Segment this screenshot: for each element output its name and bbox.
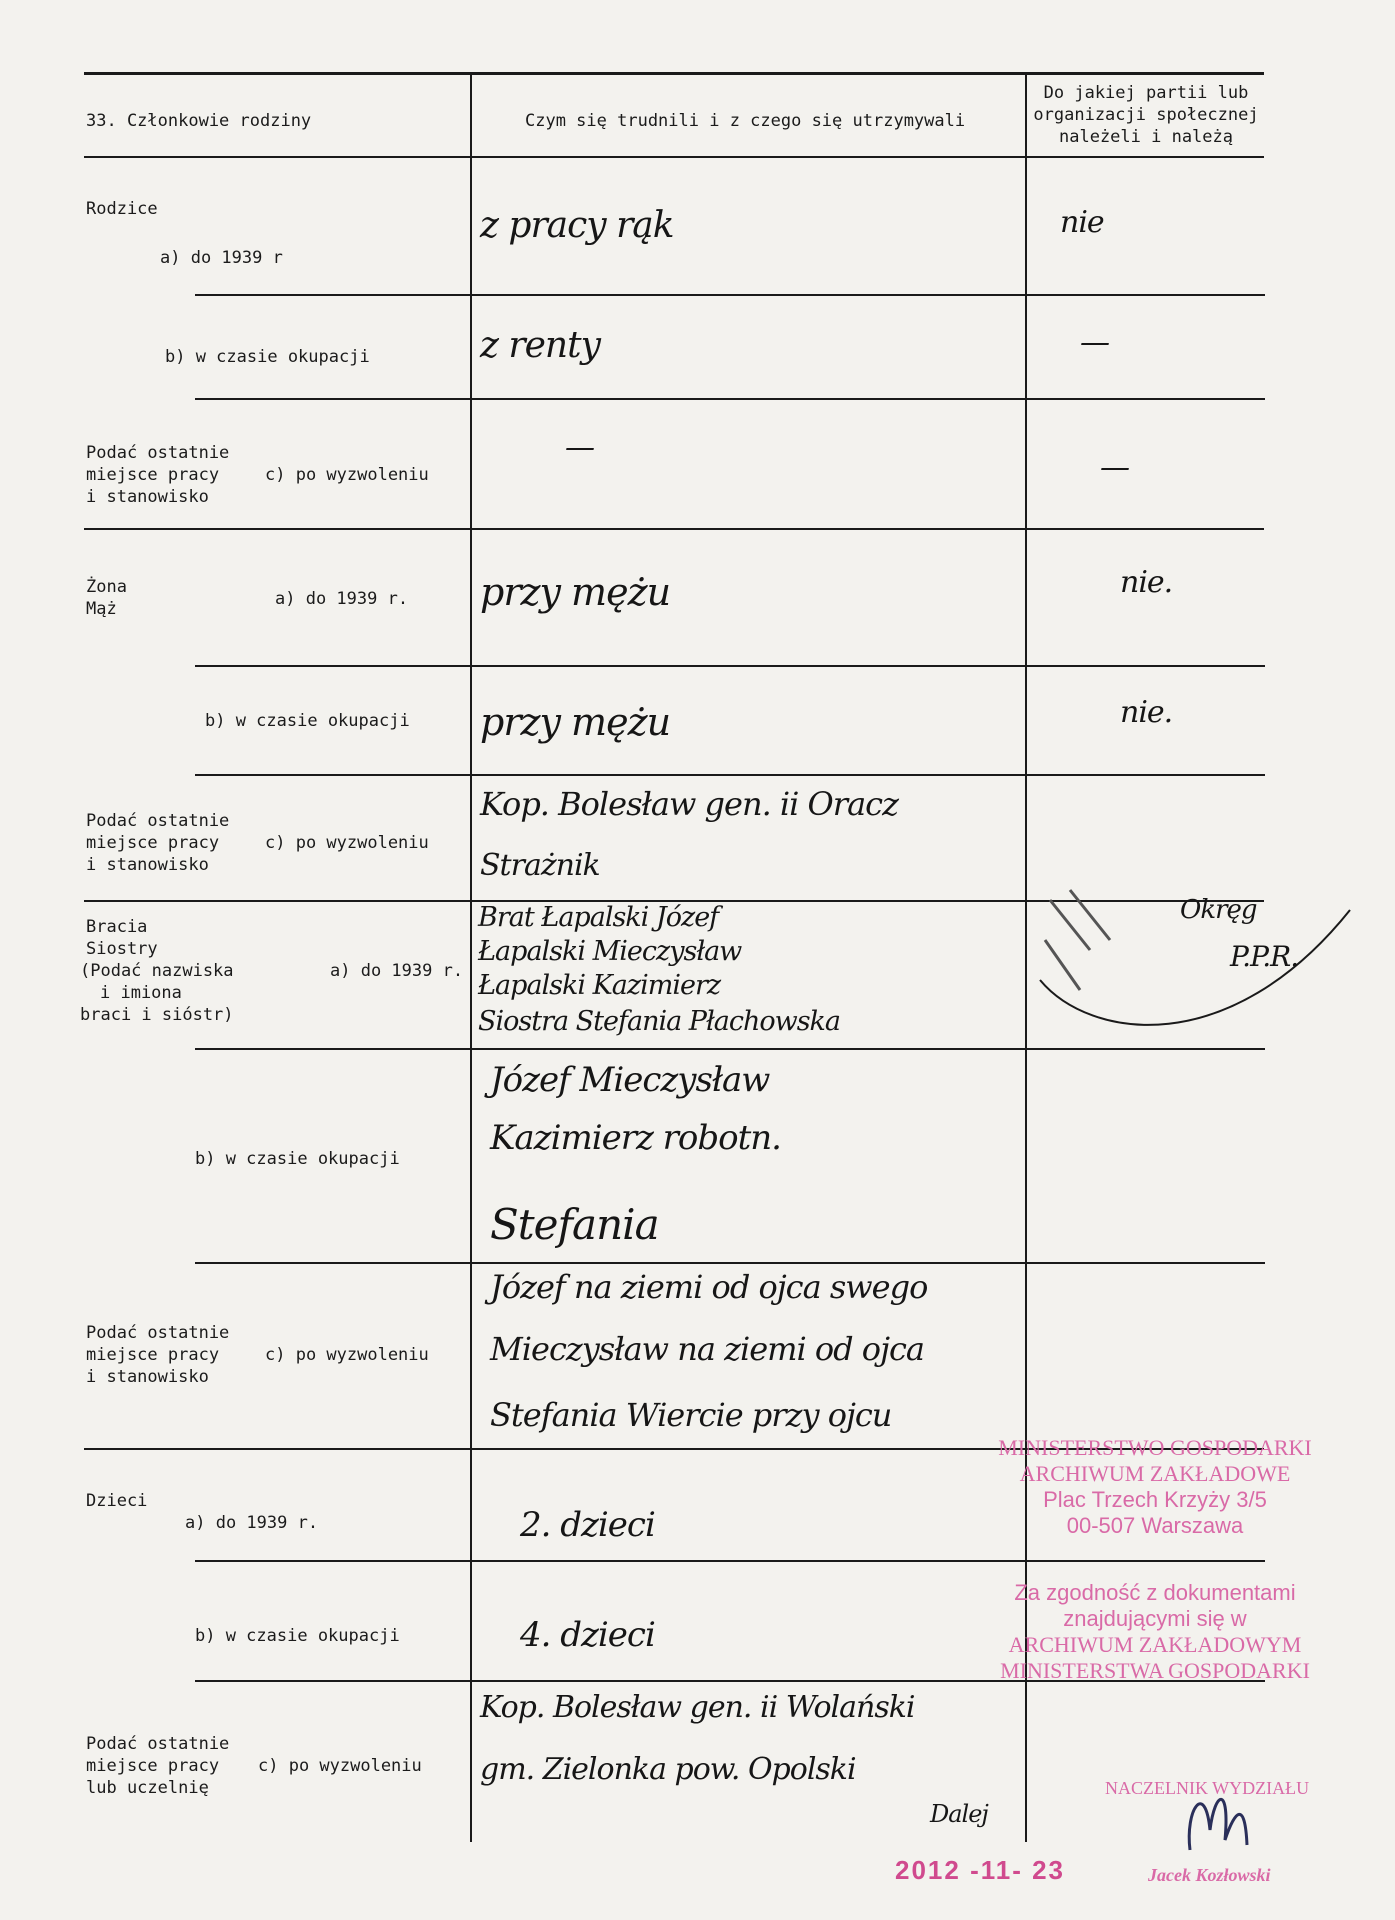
label-zona-a: a) do 1939 r. bbox=[275, 589, 409, 609]
handwriting-dzieci-c-1: Kop. Bolesław gen. ii Wolański bbox=[480, 1690, 915, 1725]
handwriting-zona-b-party: nie. bbox=[1120, 695, 1173, 730]
label-zona-c: c) po wyzwoleniu bbox=[265, 833, 429, 853]
header-divider bbox=[84, 156, 1264, 158]
conformity-stamp bbox=[950, 1580, 1360, 1684]
handwriting-bracia-b-1: Józef Mieczysław bbox=[490, 1060, 770, 1100]
handwriting-rodzice-a-party: nie bbox=[1060, 205, 1104, 240]
row-divider bbox=[195, 398, 1265, 400]
archive-stamp-line: 00-507 Warszawa bbox=[1066, 1513, 1244, 1538]
date-stamp: 2012 -11- 23 bbox=[895, 1855, 1066, 1885]
label-maz: Mąż bbox=[86, 599, 117, 619]
label-i-imiona: i imiona bbox=[100, 983, 182, 1003]
label-bracia-c-2: miejsce pracy bbox=[86, 1345, 220, 1365]
column-divider-1 bbox=[470, 72, 472, 1842]
label-dzieci-c-3: lub uczelnię bbox=[86, 1778, 209, 1798]
handwriting-bracia-a-4: Siostra Stefania Płachowska bbox=[478, 1006, 841, 1037]
section-title: 33. Członkowie rodziny bbox=[86, 111, 312, 131]
handwriting-zona-b: przy mężu bbox=[480, 700, 671, 744]
handwriting-bracia-c-3: Stefania Wiercie przy ojcu bbox=[490, 1396, 892, 1434]
label-rodzice-c: c) po wyzwoleniu bbox=[265, 465, 429, 485]
label-bracia: Bracia bbox=[86, 917, 148, 937]
column-header-party-line: należeli i należą bbox=[1059, 127, 1233, 147]
label-braci-siostr: braci i sióstr) bbox=[80, 1005, 234, 1025]
label-siostry: Siostry bbox=[86, 939, 158, 959]
label-bracia-c: c) po wyzwoleniu bbox=[265, 1345, 429, 1365]
handwriting-zona-c-2: Strażnik bbox=[480, 848, 600, 883]
label-dzieci: Dzieci bbox=[86, 1491, 148, 1511]
row-divider bbox=[195, 294, 1265, 296]
label-dzieci-a: a) do 1939 r. bbox=[185, 1513, 319, 1533]
handwriting-rodzice-c: — bbox=[565, 430, 594, 465]
handwriting-bracia-b-3: Stefania bbox=[490, 1200, 659, 1249]
archive-stamp bbox=[950, 1435, 1360, 1539]
archive-stamp-line: MINISTERSTWO GOSPODARKI bbox=[998, 1435, 1312, 1460]
label-rodzice-b: b) w czasie okupacji bbox=[165, 347, 370, 367]
handwriting-bracia-a-party-2: P.P.R. bbox=[1230, 940, 1299, 973]
conformity-stamp-line: Za zgodność z dokumentami bbox=[1014, 1580, 1296, 1605]
row-divider bbox=[195, 665, 1265, 667]
handwriting-rodzice-b: z renty bbox=[480, 325, 600, 366]
label-bracia-a: a) do 1939 r. bbox=[330, 961, 464, 981]
handwriting-zona-c-1: Kop. Bolesław gen. ii Oracz bbox=[480, 785, 898, 823]
label-zona-c-1: Podać ostatnie bbox=[86, 811, 230, 831]
handwriting-bracia-a-3: Łapalski Kazimierz bbox=[478, 970, 721, 1001]
handwriting-dzieci-c-2: gm. Zielonka pow. Opolski bbox=[480, 1752, 856, 1787]
signature bbox=[1175, 1770, 1255, 1860]
label-bracia-c-1: Podać ostatnie bbox=[86, 1323, 230, 1343]
handwriting-rodzice-b-party: — bbox=[1080, 325, 1109, 360]
label-rodzice-c-2: miejsce pracy bbox=[86, 465, 220, 485]
handwriting-dzieci-a: 2. dzieci bbox=[520, 1505, 655, 1545]
row-divider bbox=[195, 1262, 1265, 1264]
name-stamp: Jacek Kozłowski bbox=[1148, 1865, 1271, 1885]
column-header-occupation: Czym się trudnili i z czego się utrzymywali bbox=[525, 111, 966, 131]
conformity-stamp-line: ARCHIWUM ZAKŁADOWYM bbox=[1008, 1632, 1302, 1657]
label-dzieci-c: c) po wyzwoleniu bbox=[258, 1756, 422, 1776]
archive-stamp-line: Plac Trzech Krzyży 3/5 bbox=[1043, 1487, 1267, 1512]
handwriting-bracia-c-1: Józef na ziemi od ojca swego bbox=[490, 1268, 928, 1306]
row-divider bbox=[84, 528, 1264, 530]
column-header-party-line: organizacji społecznej bbox=[1033, 105, 1259, 125]
handwriting-bracia-a-2: Łapalski Mieczysław bbox=[478, 936, 742, 967]
handwriting-bracia-a-1: Brat Łapalski Józef bbox=[478, 902, 719, 933]
archive-stamp-line: ARCHIWUM ZAKŁADOWE bbox=[1019, 1461, 1291, 1486]
label-dzieci-b: b) w czasie okupacji bbox=[195, 1626, 400, 1646]
label-zona-c-3: i stanowisko bbox=[86, 855, 209, 875]
chief-stamp: NACZELNIK WYDZIAŁU bbox=[1105, 1778, 1310, 1798]
handwriting-bracia-a-party-1: Okręg bbox=[1180, 895, 1257, 925]
handwriting-zona-a: przy mężu bbox=[480, 570, 671, 614]
column-header-party bbox=[1030, 82, 1262, 148]
label-bracia-b: b) w czasie okupacji bbox=[195, 1149, 400, 1169]
row-divider bbox=[195, 774, 1265, 776]
conformity-stamp-line: znajdującymi się w bbox=[1063, 1606, 1247, 1631]
label-zona-b: b) w czasie okupacji bbox=[205, 711, 410, 731]
label-zona: Żona bbox=[86, 577, 127, 597]
label-dzieci-c-2: miejsce pracy bbox=[86, 1756, 220, 1776]
label-podac-nazwiska: (Podać nazwiska bbox=[80, 961, 234, 981]
label-rodzice-a: a) do 1939 r bbox=[160, 248, 283, 268]
label-zona-c-2: miejsce pracy bbox=[86, 833, 220, 853]
handwriting-dzieci-b: 4. dzieci bbox=[520, 1615, 655, 1655]
handwriting-rodzice-a: z pracy rąk bbox=[480, 205, 674, 246]
handwriting-zona-a-party: nie. bbox=[1120, 565, 1173, 600]
column-divider-2 bbox=[1025, 72, 1027, 1842]
conformity-stamp-line: MINISTERSTWA GOSPODARKI bbox=[1000, 1658, 1310, 1683]
handwriting-bracia-c-2: Mieczysław na ziemi od ojca bbox=[490, 1330, 924, 1368]
label-dzieci-c-1: Podać ostatnie bbox=[86, 1734, 230, 1754]
handwriting-dzieci-c-3: Dalej bbox=[930, 1800, 988, 1828]
label-rodzice-c-1: Podać ostatnie bbox=[86, 443, 230, 463]
label-rodzice-c-3: i stanowisko bbox=[86, 487, 209, 507]
column-header-party-line: Do jakiej partii lub bbox=[1043, 83, 1249, 103]
row-divider bbox=[195, 1560, 1265, 1562]
label-bracia-c-3: i stanowisko bbox=[86, 1367, 209, 1387]
handwriting-bracia-b-2: Kazimierz robotn. bbox=[490, 1118, 781, 1158]
top-border bbox=[84, 72, 1264, 75]
label-rodzice: Rodzice bbox=[86, 199, 158, 219]
handwriting-rodzice-c-party: — bbox=[1100, 450, 1129, 485]
